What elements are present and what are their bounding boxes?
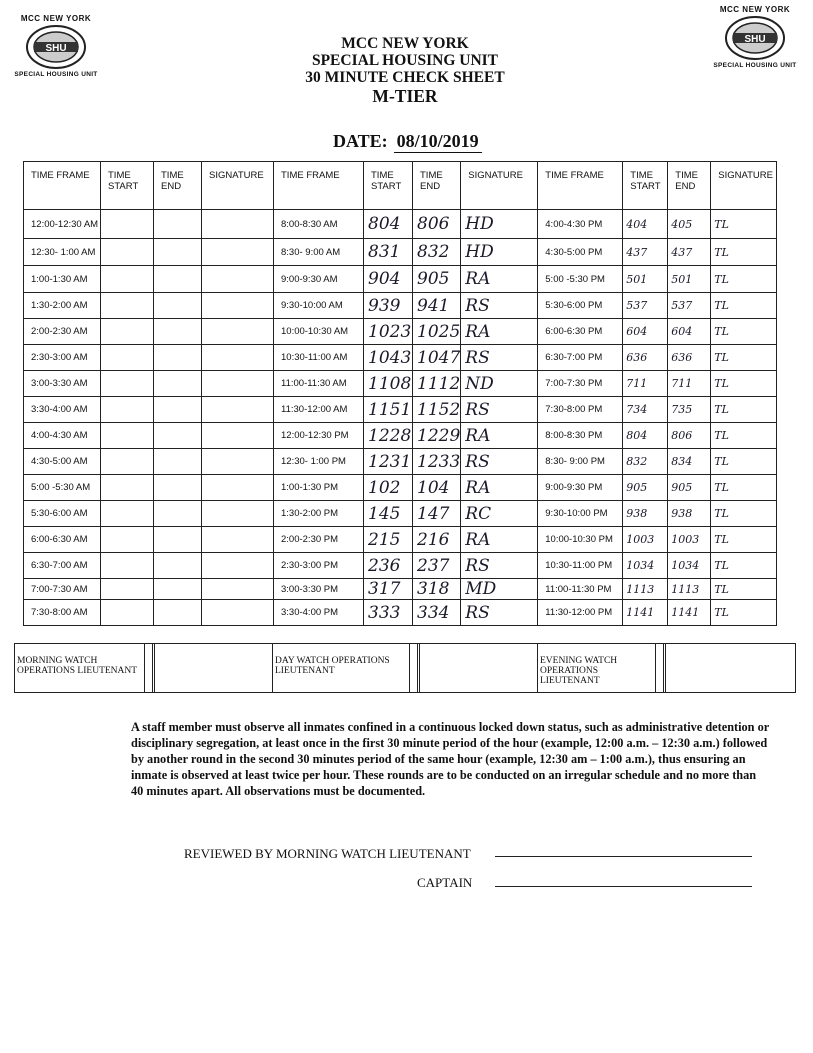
time-end-field[interactable]: 334: [413, 600, 461, 626]
divider: [656, 644, 666, 692]
time-start-field[interactable]: 1151: [364, 397, 413, 423]
signature-field[interactable]: RA: [461, 319, 538, 345]
time-frame-cell: 12:30- 1:00 PM: [274, 449, 364, 475]
time-frame-cell: 1:00-1:30 AM: [24, 266, 101, 293]
logo-bottom-text: SPECIAL HOUSING UNIT: [713, 62, 797, 69]
time-frame-cell: 6:30-7:00 AM: [24, 553, 101, 579]
time-start-field[interactable]: [101, 210, 154, 239]
time-frame-cell: 7:00-7:30 PM: [538, 371, 623, 397]
time-end-field[interactable]: 711: [668, 371, 711, 397]
logo-top-text: MCC NEW YORK: [719, 5, 791, 14]
time-start-field[interactable]: [101, 449, 154, 475]
reviewed-by-label: REVIEWED BY MORNING WATCH LIEUTENANT: [184, 846, 471, 861]
date-line: [333, 131, 482, 153]
time-frame-cell: 6:00-6:30 PM: [538, 319, 623, 345]
time-start-field[interactable]: [101, 501, 154, 527]
signature-field[interactable]: RS: [461, 293, 538, 319]
time-end-field[interactable]: 636: [668, 345, 711, 371]
signature-field[interactable]: HD: [461, 210, 538, 239]
time-start-field[interactable]: 317: [364, 579, 413, 600]
logo-center-text: SHU: [45, 43, 67, 54]
header-time-end: TIME END: [668, 162, 711, 210]
table-row: [24, 239, 777, 266]
signature-field[interactable]: TL: [711, 449, 777, 475]
time-end-field[interactable]: [154, 293, 202, 319]
header-time-frame: TIME FRAME: [274, 162, 364, 210]
time-start-field[interactable]: 711: [623, 371, 668, 397]
signature-field[interactable]: RC: [461, 501, 538, 527]
time-end-field[interactable]: [154, 600, 202, 626]
time-frame-cell: 10:30-11:00 PM: [538, 553, 623, 579]
time-start-field[interactable]: 831: [364, 239, 413, 266]
signature-field[interactable]: TL: [711, 345, 777, 371]
signature-field[interactable]: [202, 345, 274, 371]
shu-logo-right: [705, 5, 805, 69]
time-start-field[interactable]: 905: [623, 475, 668, 501]
title-line-2: SPECIAL HOUSING UNIT: [311, 52, 499, 69]
signature-field[interactable]: [202, 319, 274, 345]
signature-field[interactable]: TL: [711, 239, 777, 266]
time-start-field[interactable]: 938: [623, 501, 668, 527]
signature-field[interactable]: TL: [711, 475, 777, 501]
time-end-field[interactable]: [154, 239, 202, 266]
time-end-field[interactable]: [154, 501, 202, 527]
header-time-frame: TIME FRAME: [538, 162, 623, 210]
check-log-table: [23, 161, 777, 626]
table-row: [24, 579, 777, 600]
time-end-field[interactable]: 537: [668, 293, 711, 319]
signature-field[interactable]: TL: [711, 527, 777, 553]
time-end-field[interactable]: 604: [668, 319, 711, 345]
time-end-field[interactable]: 501: [668, 266, 711, 293]
time-frame-cell: 10:00-10:30 AM: [274, 319, 364, 345]
header-time-start: TIME START: [101, 162, 154, 210]
table-row: [24, 527, 777, 553]
time-start-field[interactable]: 1034: [623, 553, 668, 579]
captain-signature-line[interactable]: [495, 886, 752, 887]
signature-field[interactable]: TL: [711, 293, 777, 319]
time-start-field[interactable]: 404: [623, 210, 668, 239]
time-start-field[interactable]: [101, 266, 154, 293]
time-frame-cell: 1:30-2:00 AM: [24, 293, 101, 319]
time-end-field[interactable]: 806: [413, 210, 461, 239]
shu-logo-left: [6, 14, 106, 78]
time-frame-cell: 3:30-4:00 PM: [274, 600, 364, 626]
signature-field[interactable]: RS: [461, 449, 538, 475]
signature-field[interactable]: [202, 293, 274, 319]
time-frame-cell: 9:30-10:00 AM: [274, 293, 364, 319]
time-frame-cell: 2:30-3:00 PM: [274, 553, 364, 579]
time-start-field[interactable]: 604: [623, 319, 668, 345]
time-end-field[interactable]: [154, 319, 202, 345]
time-end-field[interactable]: 806: [668, 423, 711, 449]
time-end-field[interactable]: [154, 579, 202, 600]
time-frame-cell: 4:30-5:00 PM: [538, 239, 623, 266]
time-end-field[interactable]: 1152: [413, 397, 461, 423]
table-row: [24, 600, 777, 626]
time-start-field[interactable]: 1003: [623, 527, 668, 553]
time-end-field[interactable]: 905: [413, 266, 461, 293]
time-end-field[interactable]: 1233: [413, 449, 461, 475]
time-frame-cell: 2:30-3:00 AM: [24, 345, 101, 371]
time-frame-cell: 5:00 -5:30 PM: [538, 266, 623, 293]
header-time-end: TIME END: [154, 162, 202, 210]
time-start-field[interactable]: 501: [623, 266, 668, 293]
time-start-field[interactable]: 636: [623, 345, 668, 371]
time-start-field[interactable]: 1023: [364, 319, 413, 345]
time-start-field[interactable]: [101, 553, 154, 579]
time-start-field[interactable]: 734: [623, 397, 668, 423]
signature-field[interactable]: [202, 449, 274, 475]
time-frame-cell: 7:30-8:00 PM: [538, 397, 623, 423]
time-start-field[interactable]: 939: [364, 293, 413, 319]
time-end-field[interactable]: 147: [413, 501, 461, 527]
time-frame-cell: 1:30-2:00 PM: [274, 501, 364, 527]
time-end-field[interactable]: 735: [668, 397, 711, 423]
time-start-field[interactable]: [101, 319, 154, 345]
header-time-frame: TIME FRAME: [24, 162, 101, 210]
table-row: [24, 501, 777, 527]
time-frame-cell: 1:00-1:30 PM: [274, 475, 364, 501]
time-frame-cell: 8:00-8:30 AM: [274, 210, 364, 239]
time-end-field[interactable]: [154, 553, 202, 579]
shu-seal-icon: [24, 24, 88, 70]
time-start-field[interactable]: 215: [364, 527, 413, 553]
signature-field[interactable]: RS: [461, 397, 538, 423]
table-row: [24, 475, 777, 501]
signature-field[interactable]: TL: [711, 423, 777, 449]
signature-field[interactable]: TL: [711, 319, 777, 345]
table-row: [24, 293, 777, 319]
time-frame-cell: 8:30- 9:00 AM: [274, 239, 364, 266]
signature-field[interactable]: HD: [461, 239, 538, 266]
table-row: [24, 397, 777, 423]
time-frame-cell: 12:00-12:30 AM: [24, 210, 101, 239]
signature-field[interactable]: [202, 553, 274, 579]
time-start-field[interactable]: 904: [364, 266, 413, 293]
signature-field[interactable]: [202, 210, 274, 239]
signature-field[interactable]: [202, 397, 274, 423]
signature-field[interactable]: RA: [461, 475, 538, 501]
time-end-field[interactable]: 216: [413, 527, 461, 553]
reviewed-by-signature-line[interactable]: [495, 856, 752, 857]
time-frame-cell: 11:30-12:00 AM: [274, 397, 364, 423]
watch-signature-boxes: [14, 643, 796, 693]
time-frame-cell: 3:30-4:00 AM: [24, 397, 101, 423]
time-start-field[interactable]: [101, 579, 154, 600]
time-end-field[interactable]: 237: [413, 553, 461, 579]
signature-field[interactable]: RA: [461, 423, 538, 449]
time-frame-cell: 6:00-6:30 AM: [24, 527, 101, 553]
time-frame-cell: 6:30-7:00 PM: [538, 345, 623, 371]
table-row: [24, 371, 777, 397]
signature-field[interactable]: [202, 371, 274, 397]
signature-field[interactable]: [202, 266, 274, 293]
time-frame-cell: 3:00-3:30 AM: [24, 371, 101, 397]
time-start-field[interactable]: 804: [364, 210, 413, 239]
time-start-field[interactable]: 537: [623, 293, 668, 319]
time-frame-cell: 2:00-2:30 PM: [274, 527, 364, 553]
morning-watch-label: MORNING WATCH OPERATIONS LIEUTENANT: [15, 644, 145, 692]
time-frame-cell: 12:00-12:30 PM: [274, 423, 364, 449]
time-start-field[interactable]: [101, 527, 154, 553]
table-row: [24, 210, 777, 239]
table-header-row: [24, 162, 777, 210]
time-frame-cell: 8:00-8:30 PM: [538, 423, 623, 449]
evening-watch-signature-field[interactable]: [666, 644, 793, 692]
time-start-field[interactable]: 804: [623, 423, 668, 449]
logo-top-text: MCC NEW YORK: [20, 14, 92, 23]
time-end-field[interactable]: 1025: [413, 319, 461, 345]
time-frame-cell: 4:30-5:00 AM: [24, 449, 101, 475]
time-start-field[interactable]: 1228: [364, 423, 413, 449]
time-end-field[interactable]: [154, 371, 202, 397]
time-end-field[interactable]: 1141: [668, 600, 711, 626]
time-start-field[interactable]: [101, 345, 154, 371]
time-frame-cell: 9:00-9:30 PM: [538, 475, 623, 501]
header-signature: SIGNATURE: [202, 162, 274, 210]
table-row: [24, 319, 777, 345]
morning-watch-signature-field[interactable]: [155, 644, 273, 692]
time-start-field[interactable]: [101, 293, 154, 319]
signature-field[interactable]: MD: [461, 579, 538, 600]
signature-field[interactable]: [202, 239, 274, 266]
table-row: [24, 449, 777, 475]
date-label: DATE:: [333, 131, 388, 151]
time-end-field[interactable]: 318: [413, 579, 461, 600]
header-time-start: TIME START: [623, 162, 668, 210]
time-end-field[interactable]: 1113: [668, 579, 711, 600]
signature-field[interactable]: TL: [711, 553, 777, 579]
table-row: [24, 345, 777, 371]
signature-field[interactable]: [202, 527, 274, 553]
time-frame-cell: 9:30-10:00 PM: [538, 501, 623, 527]
time-start-field[interactable]: [101, 371, 154, 397]
time-start-field[interactable]: 832: [623, 449, 668, 475]
time-frame-cell: 5:00 -5:30 AM: [24, 475, 101, 501]
time-start-field[interactable]: 102: [364, 475, 413, 501]
time-frame-cell: 4:00-4:30 PM: [538, 210, 623, 239]
signature-field[interactable]: TL: [711, 600, 777, 626]
table-row: [24, 423, 777, 449]
time-end-field[interactable]: 938: [668, 501, 711, 527]
document-title: [230, 35, 580, 106]
header-time-end: TIME END: [413, 162, 461, 210]
time-frame-cell: 9:00-9:30 AM: [274, 266, 364, 293]
signature-field[interactable]: TL: [711, 579, 777, 600]
header-signature: SIGNATURE: [461, 162, 538, 210]
time-end-field[interactable]: 834: [668, 449, 711, 475]
signature-field[interactable]: TL: [711, 397, 777, 423]
instructions-paragraph: A staff member must observe all inmates confined in a continuous locked down status, such as administrative detention or disciplinary segregation, at least once in the first 30 minute period of the hour (example, 12:00 a.m. – 12:30 a.m.) followed by another round in the second 30 minutes period of the same hour (example, 12:30 am – 1:00 a.m.), thus ensuring an inmate is observed at least twice per hour. These rounds are to be conducted on an irregular schedule and no more than 40 minutes apart. All observations must be documented.: [131, 720, 769, 798]
time-frame-cell: 8:30- 9:00 PM: [538, 449, 623, 475]
time-end-field[interactable]: 905: [668, 475, 711, 501]
divider: [145, 644, 155, 692]
time-end-field[interactable]: [154, 423, 202, 449]
signature-field[interactable]: TL: [711, 371, 777, 397]
divider: [410, 644, 420, 692]
signature-field[interactable]: RA: [461, 266, 538, 293]
time-end-field[interactable]: 1112: [413, 371, 461, 397]
time-start-field[interactable]: 1231: [364, 449, 413, 475]
time-end-field[interactable]: 832: [413, 239, 461, 266]
logo-bottom-text: SPECIAL HOUSING UNIT: [14, 71, 98, 78]
time-frame-cell: 12:30- 1:00 AM: [24, 239, 101, 266]
time-frame-cell: 11:00-11:30 PM: [538, 579, 623, 600]
time-start-field[interactable]: 333: [364, 600, 413, 626]
time-end-field[interactable]: 437: [668, 239, 711, 266]
captain-label: CAPTAIN: [417, 875, 473, 890]
time-frame-cell: 7:30-8:00 AM: [24, 600, 101, 626]
time-end-field[interactable]: [154, 449, 202, 475]
title-line-1: MCC NEW YORK: [341, 35, 469, 52]
signature-field[interactable]: TL: [711, 501, 777, 527]
signature-field[interactable]: [202, 600, 274, 626]
time-end-field[interactable]: [154, 266, 202, 293]
time-frame-cell: 4:00-4:30 AM: [24, 423, 101, 449]
signature-field[interactable]: [202, 579, 274, 600]
table-row: [24, 266, 777, 293]
time-end-field[interactable]: 1047: [413, 345, 461, 371]
time-frame-cell: 3:00-3:30 PM: [274, 579, 364, 600]
time-end-field[interactable]: [154, 210, 202, 239]
day-watch-label: DAY WATCH OPERATIONS LIEUTENANT: [273, 644, 410, 692]
time-start-field[interactable]: 1043: [364, 345, 413, 371]
evening-watch-label: EVENING WATCH OPERATIONS LIEUTENANT: [538, 644, 656, 692]
time-end-field[interactable]: [154, 475, 202, 501]
time-start-field[interactable]: [101, 423, 154, 449]
time-start-field[interactable]: 1113: [623, 579, 668, 600]
signature-field[interactable]: [202, 423, 274, 449]
time-end-field[interactable]: [154, 397, 202, 423]
signature-field[interactable]: [202, 501, 274, 527]
day-watch-signature-field[interactable]: [420, 644, 538, 692]
table-row: [24, 553, 777, 579]
time-frame-cell: 10:30-11:00 AM: [274, 345, 364, 371]
time-frame-cell: 11:00-11:30 AM: [274, 371, 364, 397]
signature-field[interactable]: TL: [711, 266, 777, 293]
time-start-field[interactable]: 437: [623, 239, 668, 266]
title-tier: M-TIER: [372, 86, 438, 106]
shu-seal-icon: [723, 15, 787, 61]
signature-field[interactable]: RS: [461, 345, 538, 371]
signature-field[interactable]: RA: [461, 527, 538, 553]
date-value: 08/10/2019: [394, 131, 482, 153]
time-start-field[interactable]: [101, 475, 154, 501]
header-signature: SIGNATURE: [711, 162, 777, 210]
signature-field[interactable]: TL: [711, 210, 777, 239]
signature-field[interactable]: ND: [461, 371, 538, 397]
time-end-field[interactable]: 1229: [413, 423, 461, 449]
time-start-field[interactable]: [101, 600, 154, 626]
time-start-field[interactable]: 145: [364, 501, 413, 527]
time-frame-cell: 11:30-12:00 PM: [538, 600, 623, 626]
signature-field[interactable]: RS: [461, 553, 538, 579]
logo-center-text: SHU: [744, 34, 766, 45]
header-time-start: TIME START: [364, 162, 413, 210]
time-start-field[interactable]: [101, 239, 154, 266]
time-end-field[interactable]: 104: [413, 475, 461, 501]
signature-field[interactable]: RS: [461, 600, 538, 626]
time-start-field[interactable]: 236: [364, 553, 413, 579]
time-end-field[interactable]: 405: [668, 210, 711, 239]
time-frame-cell: 5:30-6:00 AM: [24, 501, 101, 527]
time-frame-cell: 10:00-10:30 PM: [538, 527, 623, 553]
time-frame-cell: 5:30-6:00 PM: [538, 293, 623, 319]
time-end-field[interactable]: [154, 527, 202, 553]
time-start-field[interactable]: [101, 397, 154, 423]
time-frame-cell: 7:00-7:30 AM: [24, 579, 101, 600]
time-start-field[interactable]: 1141: [623, 600, 668, 626]
signature-field[interactable]: [202, 475, 274, 501]
time-end-field[interactable]: [154, 345, 202, 371]
title-line-3: 30 MINUTE CHECK SHEET: [305, 69, 505, 86]
time-end-field[interactable]: 1003: [668, 527, 711, 553]
time-end-field[interactable]: 1034: [668, 553, 711, 579]
time-frame-cell: 2:00-2:30 AM: [24, 319, 101, 345]
time-start-field[interactable]: 1108: [364, 371, 413, 397]
time-end-field[interactable]: 941: [413, 293, 461, 319]
